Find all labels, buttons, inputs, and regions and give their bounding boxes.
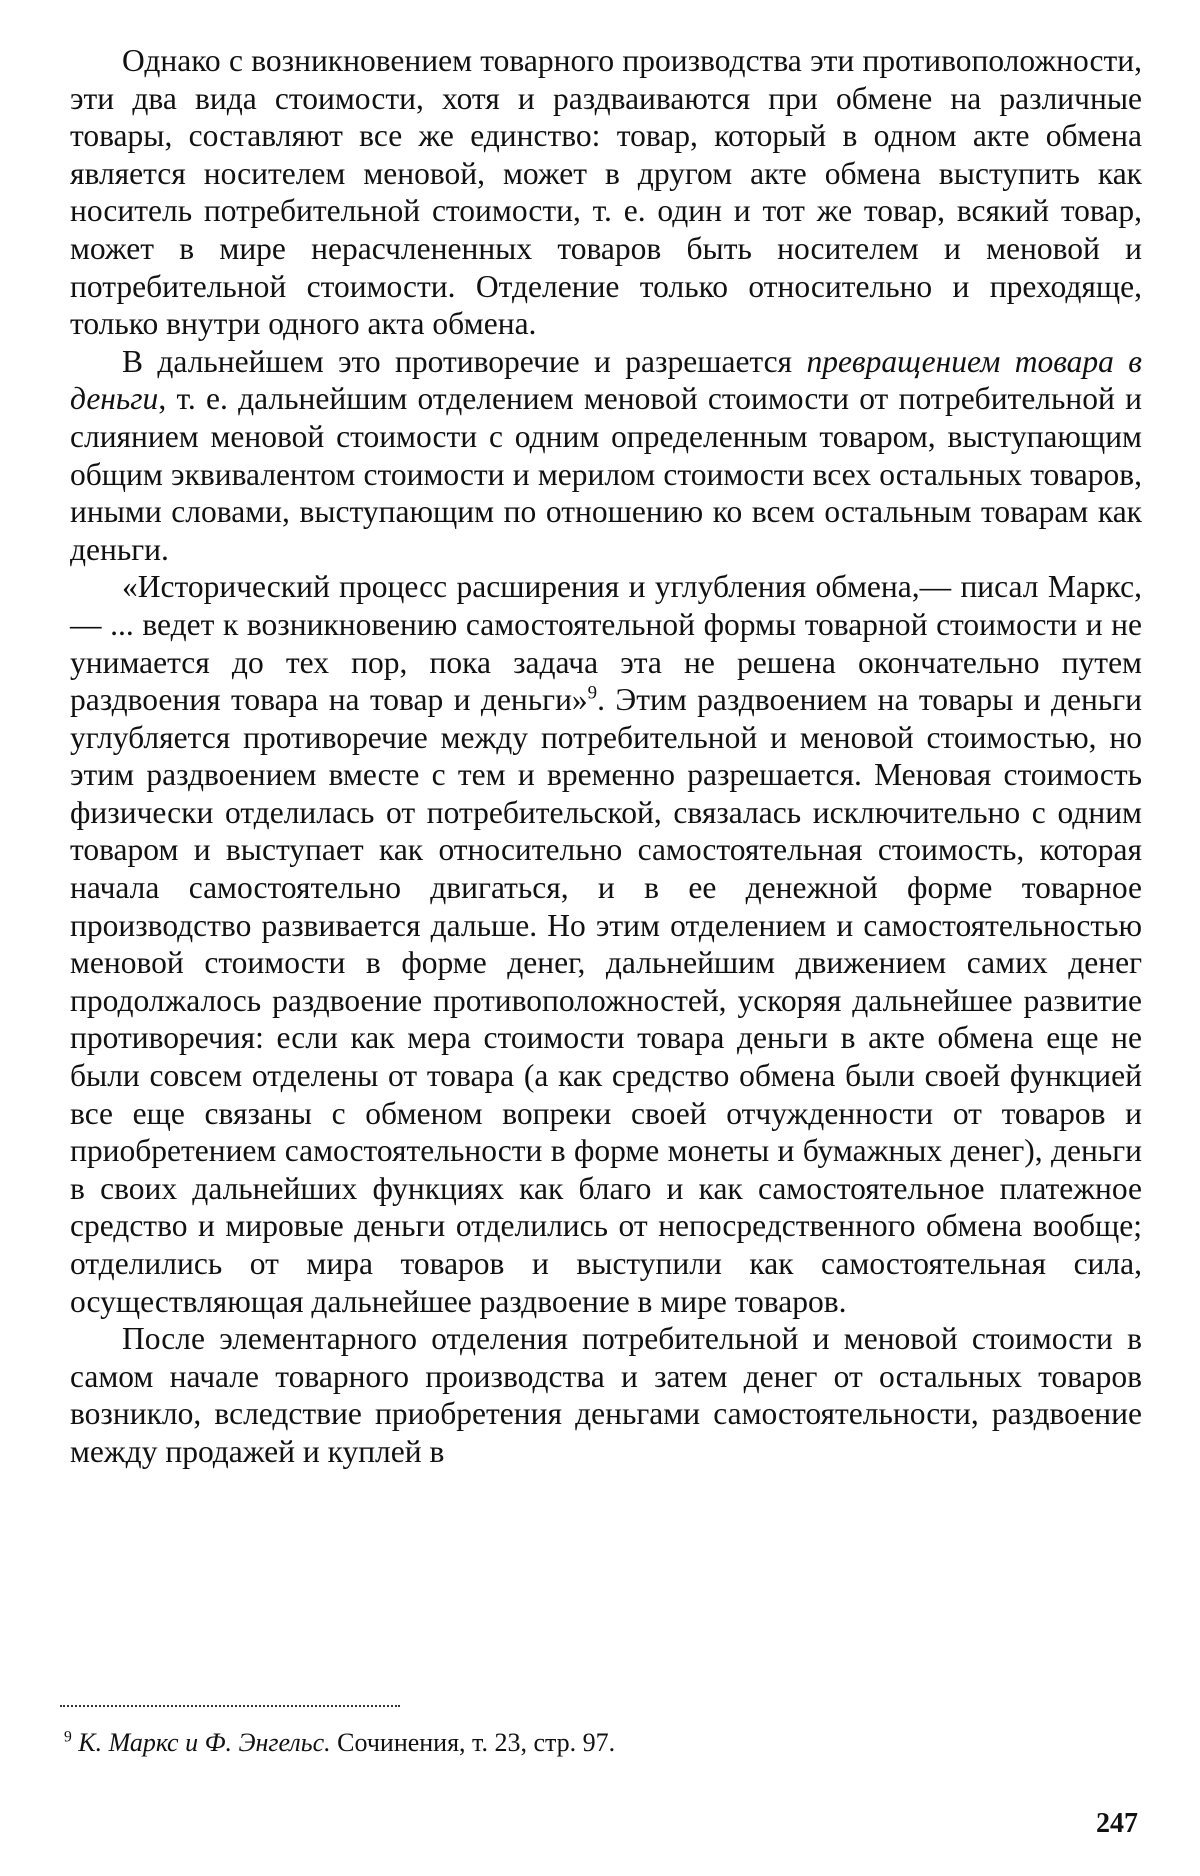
page-body: [70, 42, 1142, 1471]
paragraph-2-emphasis: превращением товара в деньги: [70, 343, 1142, 417]
paragraph-1-text: Однако с возникновением товарного производства эти противоположности, эти два вида стоимости, хотя и раздваиваются при обмене на различные товары, составляют все же единство: товар, который в одном акте обмена является носителем меновой, может в другом акте обмена выступить как носитель потребительной стоимости, т. е. один и тот же товар, всякий товар, может в мире нерасчлененных товаров быть носителем и меновой и потребительной стоимости. Отделение только относительно и преходяще, только внутри одного акта обмена.: [70, 43, 1142, 342]
footnote: [64, 1728, 615, 1758]
paragraph-3: [70, 568, 1142, 1320]
paragraph-2: [70, 343, 1142, 569]
paragraph-4-text: После элементарного отделения потребительной и меновой стоимости в самом начале товарного производства и затем денег от остальных товаров возникло, вследствие приобретения деньгами самостоятельности, раздвоение между продажей и куплей в: [70, 1321, 1142, 1469]
footnote-number: 9: [64, 1728, 72, 1746]
footnote-divider: [60, 1705, 400, 1707]
page-number: 247: [1096, 1808, 1138, 1839]
paragraph-4: [70, 1320, 1142, 1470]
footnote-source: Сочинения, т. 23, стр. 97.: [330, 1728, 616, 1757]
paragraph-2-text-end: , т. е. дальнейшим отделением меновой стоимости от потребительной и слиянием меновой стоимости с одним определенным товаром, выступающим общим эквивалентом стоимости и мерилом стоимости всех остальных товаров, иными словами, выступающим по отношению ко всем остальным товарам как деньги.: [70, 381, 1142, 567]
paragraph-3-text: . Этим раздвоением на товары и деньги углубляется противоречие между потребительной и меновой стоимостью, но этим раздвоением вместе с тем и временно разрешается. Меновая стоимость физически отделилась от потребительской, связалась исключительно с одним товаром и выступает как относительно самостоятельная стоимость, которая начала самостоятельно двигаться, и в ее денежной форме товарное производство развивается дальше. Но этим отделением и самостоятельностью меновой стоимости в форме денег, дальнейшим движением самих денег продолжалось раздвоение противоположностей, ускоряя дальнейшее развитие противоречия: если как мера стоимости товара деньги в акте обмена еще не были совсем отделены от товара (а как средство обмена были своей функцией все еще связаны с обменом вопреки своей отчужденности от товаров и приобретением самостоятельности в форме монеты и бумажных денег), деньги в своих дальнейших функциях как благо и как самостоятельное платежное средство и мировые деньги отделились от непосредственного обмена вообще; отделились от мира товаров и выступили как самостоятельная сила, осуществляющая дальнейшее раздвоение в мире товаров.: [70, 682, 1143, 1319]
paragraph-2-text-start: В дальнейшем это противоречие и разрешается: [122, 343, 807, 379]
footnote-authors: К. Маркс и Ф. Энгельс.: [78, 1728, 331, 1757]
paragraph-3-quote: «Исторический процесс расширения и углубления обмена,— писал Маркс,— ... ведет к возникновению самостоятельной формы товарной стоимости и не унимается до тех пор, пока задача эта не решена окончательно путем раздвоения товара на товар и деньги»: [70, 569, 1142, 718]
paragraph-1: [70, 42, 1142, 343]
footnote-reference[interactable]: 9: [587, 682, 598, 704]
